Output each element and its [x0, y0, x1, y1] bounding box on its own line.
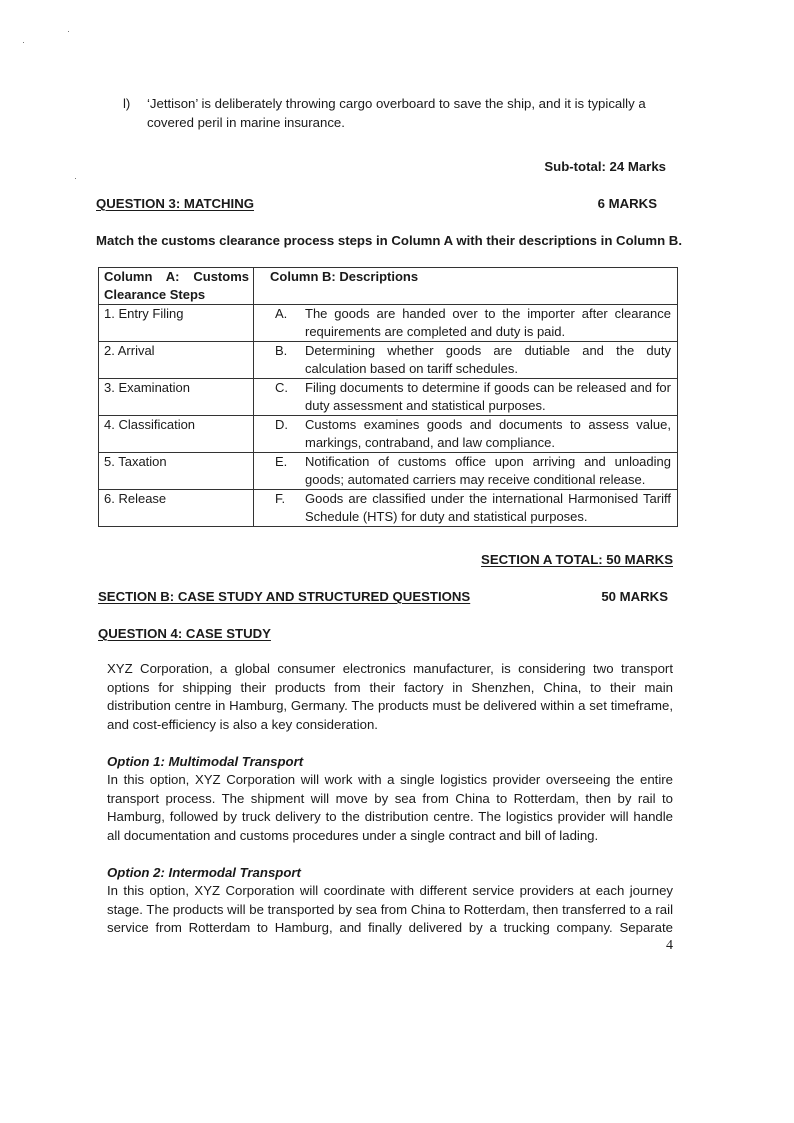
column-a-header: Column A: Customs Clearance Steps	[99, 268, 254, 305]
step-label: 2. Arrival	[104, 343, 155, 358]
step-cell	[99, 305, 254, 342]
question4-title: QUESTION 4: CASE STUDY	[98, 626, 271, 641]
item-marker: l)	[123, 96, 131, 111]
matching-table	[98, 267, 678, 527]
description-letter: F.	[275, 491, 286, 506]
scan-speck	[23, 42, 24, 43]
table-row	[99, 379, 678, 416]
description-letter: D.	[275, 417, 288, 432]
step-label: 6. Release	[104, 491, 167, 506]
step-cell	[99, 416, 254, 453]
description-cell	[254, 305, 678, 342]
description-letter: E.	[275, 454, 288, 469]
step-label: 5. Taxation	[104, 454, 167, 469]
description-text: The goods are handed over to the importer after clearance requirements are completed and duty is paid.	[305, 306, 671, 339]
description-cell	[254, 379, 678, 416]
description-text: Notification of customs office upon arriving and unloading goods; automated carriers may receive conditional release.	[305, 454, 671, 487]
step-cell	[99, 342, 254, 379]
step-label: 4. Classification	[104, 417, 196, 432]
item-text: ‘Jettison’ is deliberately throwing cargo overboard to save the ship, and it is typically a covered peril in marine insurance.	[147, 96, 646, 130]
table-header-row	[99, 268, 678, 305]
column-b-header: Column B: Descriptions	[254, 268, 678, 305]
step-cell	[99, 453, 254, 490]
subtotal-marks: Sub-total: 24 Marks	[544, 159, 666, 174]
description-cell	[254, 416, 678, 453]
description-text: Filing documents to determine if goods can be released and for duty assessment and statistical purposes.	[305, 380, 671, 413]
question3-marks: 6 MARKS	[597, 196, 657, 211]
step-label: 3. Examination	[104, 380, 190, 395]
table-row	[99, 305, 678, 342]
description-cell	[254, 490, 678, 527]
question3-title: QUESTION 3: MATCHING	[96, 196, 255, 211]
description-text: Customs examines goods and documents to assess value, markings, contraband, and law compliance.	[305, 417, 671, 450]
option1-heading: Option 1: Multimodal Transport	[107, 754, 304, 769]
question3-instruction: Match the customs clearance process steps in Column A with their descriptions in Column B.	[96, 233, 682, 248]
option2-text: In this option, XYZ Corporation will coordinate with different service providers at each journey stage. The products will be transported by sea from China to Rotterdam, then transferred to a rail service from Rotterdam to Hamburg, and finally delivered by a trucking company. Separate	[107, 883, 673, 935]
option1-text: In this option, XYZ Corporation will work with a single logistics provider overseeing the entire transport process. The shipment will move by sea from China to Rotterdam, then by rail to Hamburg, followed by truck delivery to the distribution centre. The logistics provider will handle all documentation and customs procedures under a single contract and bill of lading.	[107, 772, 673, 843]
description-letter: A.	[275, 306, 288, 321]
scan-speck	[75, 178, 76, 179]
table-row	[99, 416, 678, 453]
description-cell	[254, 342, 678, 379]
page-number: 4	[666, 938, 673, 953]
table-row	[99, 342, 678, 379]
step-cell	[99, 490, 254, 527]
scan-speck	[68, 31, 69, 32]
case-study-intro: XYZ Corporation, a global consumer electronics manufacturer, is considering two transport options for shipping their products from their factory in Shenzhen, China, to their main distribution centre in Hamburg, Germany. The products must be delivered within a set timeframe, and cost-efficiency is also a key consideration.	[107, 661, 673, 732]
section-a-total: SECTION A TOTAL: 50 MARKS	[481, 552, 673, 567]
table-row	[99, 490, 678, 527]
table-row	[99, 453, 678, 490]
description-text: Goods are classified under the international Harmonised Tariff Schedule (HTS) for duty and statistical purposes.	[305, 491, 671, 524]
description-cell	[254, 453, 678, 490]
section-b-marks: 50 MARKS	[601, 589, 668, 604]
description-text: Determining whether goods are dutiable and the duty calculation based on tariff schedules.	[305, 343, 671, 376]
step-cell	[99, 379, 254, 416]
option2-heading: Option 2: Intermodal Transport	[107, 865, 301, 880]
section-b-title: SECTION B: CASE STUDY AND STRUCTURED QUESTIONS	[98, 589, 471, 604]
step-label: 1. Entry Filing	[104, 306, 184, 321]
description-letter: C.	[275, 380, 288, 395]
description-letter: B.	[275, 343, 288, 358]
